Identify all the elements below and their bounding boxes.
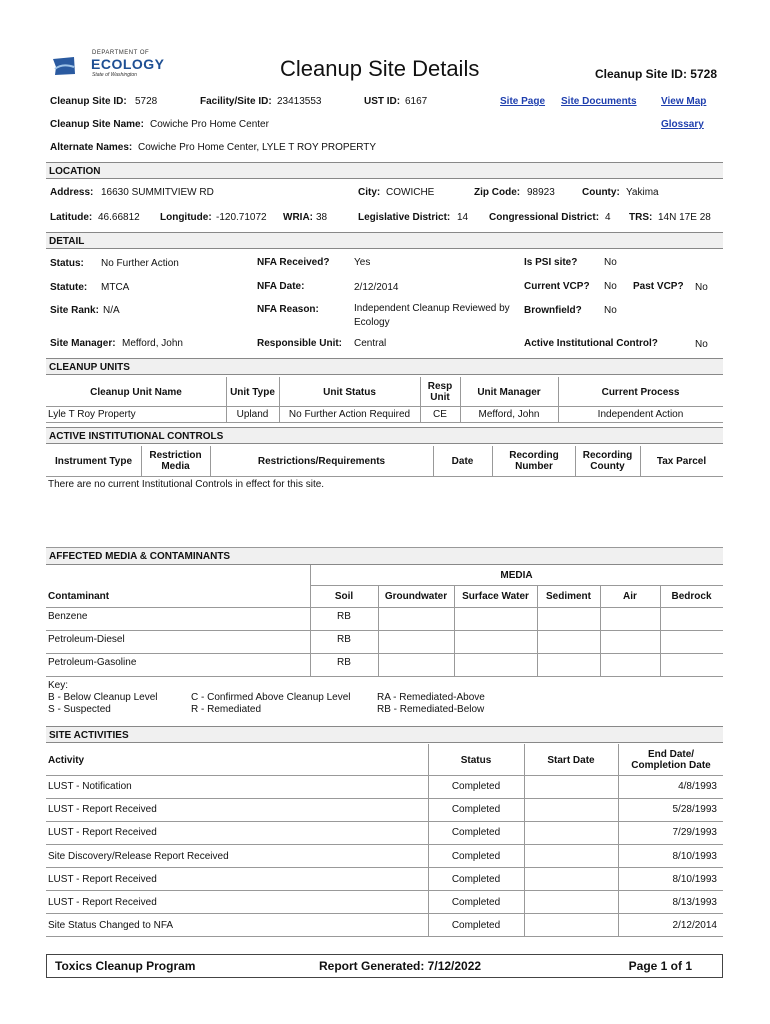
col-header-unit-status: Unit Status (323, 386, 376, 398)
section-detail: DETAIL (46, 232, 723, 249)
address-value: 16630 SUMMITVIEW RD (101, 187, 214, 198)
col-header-recording-number: Recording Number (509, 450, 559, 472)
zip-label: Zip Code: (474, 187, 521, 198)
activity-end-date: 8/13/1993 (672, 897, 717, 908)
activity-status: Completed (451, 874, 501, 885)
col-header-resp-unit: Resp Unit (427, 381, 453, 403)
cleanup-site-id-value: 5728 (135, 96, 158, 107)
wria-value: 38 (316, 212, 328, 223)
aic-label: Active Institutional Control? (524, 338, 658, 349)
congressional-label: Congressional District: (489, 212, 600, 223)
aic-value: No (695, 339, 708, 350)
status-value: No Further Action (101, 258, 179, 269)
trs-value: 14N 17E 28 (658, 212, 711, 223)
site-rank-label: Site Rank: (50, 305, 99, 316)
soil-value: RB (337, 611, 351, 622)
media-key-col2 (191, 692, 351, 716)
activity-name: LUST - Report Received (48, 897, 157, 908)
site-manager-value: Mefford, John (122, 338, 183, 349)
psi-value: No (604, 257, 617, 268)
media-group-header: MEDIA (500, 570, 533, 581)
activity-end-date: 5/28/1993 (672, 804, 717, 815)
site-page-link[interactable]: Site Page (500, 96, 546, 107)
current-vcp-label: Current VCP? (524, 281, 590, 292)
wria-label: WRIA: (283, 212, 313, 223)
cleanup-site-id-label: Cleanup Site ID: (50, 96, 127, 107)
media-key-col3 (377, 692, 485, 716)
table-cell-unit-name: Lyle T Roy Property (48, 409, 136, 420)
table-cell-unit-manager: Mefford, John (478, 409, 540, 420)
contaminant-name: Petroleum-Diesel (48, 634, 125, 645)
col-header-end-date: End Date/ Completion Date (631, 749, 711, 771)
col-header-bedrock: Bedrock (671, 591, 712, 602)
col-header-sediment: Sediment (545, 591, 591, 602)
ust-id-value: 6167 (405, 96, 428, 107)
facility-id-label: Facility/Site ID: (200, 96, 272, 107)
nfa-reason-label: NFA Reason: (257, 304, 319, 315)
logo-text-state: State of Washington (92, 72, 137, 78)
col-header-recording-county: Recording County (582, 450, 633, 472)
washington-map-icon (52, 55, 76, 77)
header-site-id: Cleanup Site ID: 5728 (594, 67, 717, 81)
col-header-restriction-media: Restriction Media (149, 450, 202, 472)
activity-status: Completed (451, 851, 501, 862)
soil-value: RB (337, 657, 351, 668)
activity-status: Completed (451, 781, 501, 792)
current-vcp-value: No (604, 281, 617, 292)
brownfield-label: Brownfield? (524, 305, 582, 316)
site-name-value: Cowiche Pro Home Center (150, 119, 269, 130)
activity-status: Completed (451, 827, 501, 838)
zip-value: 98923 (527, 187, 555, 198)
key-item: S - Suspected (48, 704, 111, 715)
footer-page: Page 1 of 1 (628, 959, 692, 973)
activity-name: LUST - Report Received (48, 804, 157, 815)
col-header-tax-parcel: Tax Parcel (656, 455, 707, 467)
site-name-label: Cleanup Site Name: (50, 119, 144, 130)
brownfield-value: No (604, 305, 617, 316)
logo-text-department: DEPARTMENT OF (92, 50, 150, 56)
col-header-start-date: Start Date (547, 754, 595, 766)
col-header-date: Date (451, 455, 474, 467)
county-value: Yakima (626, 187, 659, 198)
resp-unit-value: Central (354, 338, 387, 349)
nfa-reason-value-line1: Independent Cleanup Reviewed by (354, 303, 510, 314)
key-item: B - Below Cleanup Level (48, 692, 158, 703)
alt-names-value: Cowiche Pro Home Center, LYLE T ROY PROPERTY (138, 142, 377, 153)
key-item: R - Remediated (191, 704, 262, 715)
soil-value: RB (337, 634, 351, 645)
nfa-reason-value-line2: Ecology (354, 317, 390, 328)
nfa-date-value: 2/12/2014 (354, 282, 399, 293)
city-value: COWICHE (386, 187, 435, 198)
longitude-value: -120.71072 (216, 212, 267, 223)
site-rank-value: N/A (103, 305, 120, 316)
site-documents-link[interactable]: Site Documents (561, 96, 637, 107)
media-key (48, 680, 158, 716)
site-manager-label: Site Manager: (50, 338, 116, 349)
activity-name: LUST - Notification (48, 781, 132, 792)
activity-status: Completed (451, 897, 501, 908)
psi-label: Is PSI site? (524, 257, 578, 268)
section-affected-media: AFFECTED MEDIA & CONTAMINANTS (46, 548, 723, 565)
latitude-value: 46.66812 (98, 212, 140, 223)
col-header-current-process: Current Process (601, 386, 680, 398)
activity-name: LUST - Report Received (48, 827, 157, 838)
ecology-logo (52, 50, 165, 82)
footer-generated: Report Generated: 7/12/2022 (319, 959, 482, 973)
page-footer (46, 954, 723, 978)
facility-id-value: 23413553 (277, 96, 322, 107)
col-header-unit-manager: Unit Manager (477, 386, 541, 398)
key-item: C - Confirmed Above Cleanup Level (191, 692, 351, 703)
key-title: Key: (48, 680, 69, 691)
resp-unit-label: Responsible Unit: (257, 338, 343, 349)
city-label: City: (358, 187, 381, 198)
logo-text-ecology: ECOLOGY (91, 56, 165, 72)
table-cell-unit-type: Upland (236, 409, 269, 420)
alt-names-label: Alternate Names: (50, 142, 133, 153)
nfa-received-value: Yes (354, 257, 371, 268)
col-header-restrictions: Restrictions/Requirements (257, 455, 386, 467)
statute-value: MTCA (101, 282, 130, 293)
status-label: Status: (50, 258, 84, 269)
table-cell-resp-unit: CE (433, 409, 447, 420)
section-cleanup-units: CLEANUP UNITS (46, 358, 723, 375)
col-header-instrument-type: Instrument Type (54, 455, 133, 467)
col-header-activity: Activity (48, 755, 85, 766)
congressional-value: 4 (605, 212, 611, 223)
section-location: LOCATION (46, 162, 723, 179)
activity-status: Completed (451, 920, 501, 931)
view-map-link[interactable]: View Map (661, 96, 707, 107)
col-header-soil: Soil (334, 591, 354, 602)
col-header-contaminant: Contaminant (48, 591, 110, 602)
longitude-label: Longitude: (160, 212, 212, 223)
section-site-activities: SITE ACTIVITIES (46, 726, 723, 743)
col-header-groundwater: Groundwater (384, 591, 448, 602)
activity-name: Site Status Changed to NFA (48, 920, 174, 931)
section-institutional-controls: ACTIVE INSTITUTIONAL CONTROLS (46, 427, 723, 444)
ust-id-label: UST ID: (364, 96, 401, 107)
key-item: RA - Remediated-Above (377, 692, 485, 703)
activity-end-date: 2/12/2014 (672, 920, 717, 931)
activity-end-date: 8/10/1993 (672, 851, 717, 862)
past-vcp-value: No (695, 282, 708, 293)
trs-label: TRS: (629, 212, 653, 223)
col-header-air: Air (623, 591, 637, 602)
glossary-link[interactable]: Glossary (661, 119, 704, 130)
key-item: RB - Remediated-Below (377, 704, 485, 715)
activity-status: Completed (451, 804, 501, 815)
address-label: Address: (50, 187, 94, 198)
nfa-date-label: NFA Date: (257, 281, 305, 292)
county-label: County: (582, 187, 620, 198)
contaminant-name: Benzene (48, 611, 88, 622)
activity-name: LUST - Report Received (48, 874, 157, 885)
statute-label: Statute: (50, 282, 88, 293)
col-header-activity-status: Status (460, 754, 492, 766)
col-header-unit-type: Unit Type (230, 386, 275, 398)
activity-end-date: 4/8/1993 (678, 781, 717, 792)
table-cell-current-process: Independent Action (597, 409, 684, 420)
contaminant-name: Petroleum-Gasoline (48, 657, 137, 668)
page-title: Cleanup Site Details (280, 56, 480, 81)
nfa-received-label: NFA Received? (257, 257, 330, 268)
col-header-cleanup-unit-name: Cleanup Unit Name (90, 386, 182, 398)
latitude-label: Latitude: (50, 212, 93, 223)
no-controls-message: There are no current Institutional Controls in effect for this site. (48, 479, 325, 490)
footer-program: Toxics Cleanup Program (55, 959, 196, 973)
activity-end-date: 7/29/1993 (672, 827, 717, 838)
col-header-surface-water: Surface Water (462, 591, 529, 602)
past-vcp-label: Past VCP? (633, 281, 684, 292)
legislative-label: Legislative District: (358, 212, 451, 223)
table-cell-unit-status: No Further Action Required (288, 409, 411, 420)
activity-end-date: 8/10/1993 (672, 874, 717, 885)
activity-name: Site Discovery/Release Report Received (48, 851, 229, 862)
legislative-value: 14 (457, 212, 469, 223)
